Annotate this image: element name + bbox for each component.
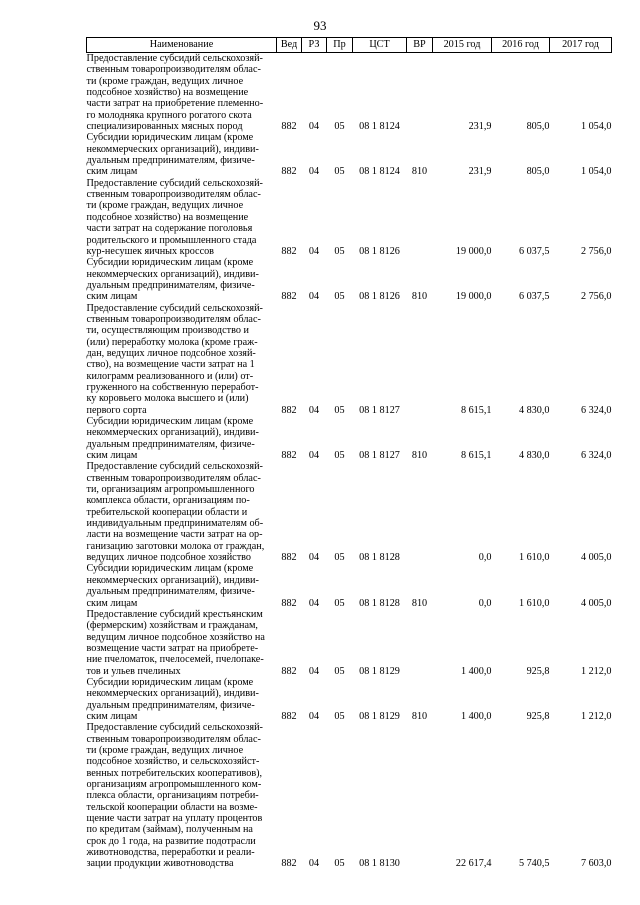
row-ved: 882 [281, 665, 297, 677]
row-name-line: Субсидии юридическим лицам (кроме [86, 676, 254, 688]
row-vr: 810 [411, 166, 428, 178]
row-2017: 6 324,0 [580, 450, 612, 462]
row-name [87, 609, 277, 677]
row-rz: 04 [308, 121, 320, 133]
row-cst: 08 1 8124 [359, 166, 400, 178]
row-2016: 4 830,0 [518, 404, 550, 416]
table-row [87, 303, 612, 416]
row-2016: 6 037,5 [518, 245, 550, 257]
row-pr: 05 [334, 665, 345, 677]
row-2016: 1 610,0 [518, 597, 550, 609]
row-pr: 05 [334, 858, 345, 870]
row-name [87, 178, 277, 257]
row-name-line: ние пчеломаток, пчелосемей, пчелопаке- [86, 654, 264, 666]
row-name-line: венных потребительских кооперативов), [86, 767, 263, 779]
row-name-line: специализированных мясных пород [86, 121, 243, 133]
page-number: 93 [313, 18, 327, 33]
row-name-line: ведущим личное подсобное хозяйство на [86, 631, 265, 643]
row-2017: 6 324,0 [580, 404, 612, 416]
table-row [87, 677, 612, 722]
row-ved: 882 [281, 245, 297, 257]
row-vr: 810 [411, 597, 428, 609]
table-row [87, 722, 612, 869]
row-name-line: дан, ведущих личное подсобное хозяй- [86, 347, 256, 359]
row-2016: 805,0 [526, 166, 550, 178]
row-name-line: срок до 1 года, на развитие подотрасли [86, 835, 256, 847]
row-name-line: некоммерческих организаций), индиви- [86, 574, 259, 586]
row-pr: 05 [334, 404, 345, 416]
row-name-line: ти (кроме граждан, ведущих личное [86, 200, 244, 212]
row-name-line: ласти на возмещение части затрат на ор- [86, 529, 263, 541]
row-name-line: ским лицам [86, 166, 138, 178]
table-row [87, 416, 612, 461]
row-name-line: ственным товаропроизводителям облас- [86, 189, 261, 201]
row-rz: 04 [308, 665, 320, 677]
table-body [87, 53, 612, 870]
row-2015: 19 000,0 [455, 245, 492, 257]
row-cst: 08 1 8128 [359, 597, 400, 609]
row-name [87, 132, 277, 177]
row-name-line: ственным товаропроизводителям облас- [86, 733, 261, 745]
row-name-line: ственным товаропроизводителям облас- [86, 472, 261, 484]
row-name-line: дуальным предпринимателям, физиче- [86, 155, 255, 167]
row-cst: 08 1 8129 [359, 710, 400, 722]
row-name-line: дуальным предпринимателям, физиче- [86, 279, 255, 291]
row-cst: 08 1 8127 [359, 404, 400, 416]
table-row [87, 609, 612, 677]
row-pr: 05 [334, 552, 345, 564]
row-cst: 08 1 8130 [359, 858, 400, 870]
row-rz: 04 [308, 552, 320, 564]
row-2017: 2 756,0 [580, 245, 612, 257]
row-name-line: тов и ульев пчелиных [86, 665, 181, 677]
row-cst: 08 1 8126 [359, 291, 400, 303]
row-2015: 22 617,4 [455, 858, 492, 870]
row-name-line: щение части затрат на уплату процентов [86, 813, 263, 825]
row-name-line: некоммерческих организаций), индиви- [86, 427, 259, 439]
row-ved: 882 [281, 710, 297, 722]
header-vr: ВР [407, 38, 433, 53]
row-vr [407, 609, 433, 677]
row-cst: 08 1 8127 [359, 450, 400, 462]
row-2016: 6 037,5 [518, 291, 550, 303]
row-2016: 5 740,5 [518, 858, 550, 870]
row-pr: 05 [334, 450, 345, 462]
row-name [87, 53, 277, 133]
row-name-line: плекса области, организациям потреби- [86, 790, 259, 802]
row-2017: 1 212,0 [580, 665, 612, 677]
row-name-line: индивидуальным предпринимателям об- [86, 518, 264, 530]
row-name-line: родительского и промышленного стада [86, 234, 257, 246]
row-name-line: Предоставление субсидий крестьянским [86, 608, 263, 620]
row-name-line: дуальным предпринимателям, физиче- [86, 699, 255, 711]
row-name-line: дуальным предпринимателям, физиче- [86, 438, 255, 450]
row-name-line: первого сорта [86, 404, 147, 416]
row-name-line: ство), на возмещение части затрат на 1 [86, 359, 255, 371]
row-ved: 882 [281, 166, 297, 178]
row-name-line: ку коровьего молока высшего и (или) [86, 393, 249, 405]
header-cst: ЦСТ [353, 38, 407, 53]
row-2015: 231,9 [468, 166, 492, 178]
table-row [87, 178, 612, 257]
row-name-line: го молодняка крупного рогатого скота [86, 109, 252, 121]
row-pr: 05 [334, 291, 345, 303]
row-vr [407, 53, 433, 133]
header-2015: 2015 год [433, 38, 492, 53]
header-name: Наименование [87, 38, 277, 53]
table-row [87, 257, 612, 302]
row-pr: 05 [334, 121, 345, 133]
row-name [87, 303, 277, 416]
header-rz: РЗ [302, 38, 327, 53]
row-name-line: Предоставление субсидий сельскохозяй- [86, 722, 263, 734]
row-name-line: тельской кооперации области на возме- [86, 801, 258, 813]
row-pr: 05 [334, 710, 345, 722]
header-2017: 2017 год [550, 38, 612, 53]
header-row [87, 38, 612, 53]
row-name-line: комплекса области, организациям по- [86, 495, 250, 507]
row-name-line: зации продукции животноводства [86, 858, 234, 870]
row-name [87, 563, 277, 608]
row-2015: 1 400,0 [460, 665, 492, 677]
row-ved: 882 [281, 121, 297, 133]
budget-table [86, 37, 612, 870]
row-2016: 4 830,0 [518, 450, 550, 462]
row-ved: 882 [281, 597, 297, 609]
row-2017: 4 005,0 [580, 597, 612, 609]
row-2016: 805,0 [526, 121, 550, 133]
row-2017: 1 054,0 [580, 166, 612, 178]
row-name [87, 461, 277, 563]
table-row [87, 53, 612, 133]
row-name-line: возмещение части затрат на приобрете- [86, 642, 259, 654]
row-name [87, 257, 277, 302]
row-name-line: дуальным предпринимателям, физиче- [86, 586, 255, 598]
row-2015: 0,0 [478, 552, 492, 564]
row-name-line: ским лицам [86, 710, 138, 722]
header-ved: Вед [277, 38, 302, 53]
row-name-line: ственным товаропроизводителям облас- [86, 313, 261, 325]
row-2017: 7 603,0 [580, 858, 612, 870]
row-name-line: по кредитам (займам), полученным на [86, 824, 253, 836]
row-ved: 882 [281, 404, 297, 416]
row-rz: 04 [308, 291, 320, 303]
row-name-line: ти (кроме граждан, ведущих личное [86, 75, 244, 87]
row-name-line: килограмм реализованного и (или) от- [86, 370, 254, 382]
row-rz: 04 [308, 597, 320, 609]
row-name-line: части затрат на приобретение племенно- [86, 98, 264, 110]
row-cst: 08 1 8126 [359, 245, 400, 257]
row-name-line: ти, организациям агропромышленного [86, 484, 255, 496]
row-2016: 925,8 [526, 665, 550, 677]
row-cst: 08 1 8129 [359, 665, 400, 677]
row-2015: 0,0 [478, 597, 492, 609]
row-name-line: Субсидии юридическим лицам (кроме [86, 563, 254, 575]
table-row [87, 461, 612, 563]
row-name-line: Субсидии юридическим лицам (кроме [86, 257, 254, 269]
header-2016: 2016 год [492, 38, 550, 53]
row-name-line: Субсидии юридическим лицам (кроме [86, 132, 254, 144]
row-vr: 810 [411, 710, 428, 722]
row-2015: 8 615,1 [460, 450, 492, 462]
table-row [87, 563, 612, 608]
row-name-line: ским лицам [86, 450, 138, 462]
row-name [87, 416, 277, 461]
row-name-line: Предоставление субсидий сельскохозяй- [86, 302, 263, 314]
row-rz: 04 [308, 166, 320, 178]
row-pr: 05 [334, 245, 345, 257]
row-name-line: животноводства, переработки и реали- [86, 847, 255, 859]
row-name-line: ственным товаропроизводителям облас- [86, 64, 261, 76]
row-vr [407, 303, 433, 416]
table-row [87, 132, 612, 177]
row-2016: 925,8 [526, 710, 550, 722]
row-name-line: некоммерческих организаций), индиви- [86, 268, 259, 280]
row-name [87, 677, 277, 722]
row-name-line: ганизацию заготовки молока от граждан, [86, 540, 265, 552]
row-rz: 04 [308, 450, 320, 462]
row-2016: 1 610,0 [518, 552, 550, 564]
row-name-line: некоммерческих организаций), индиви- [86, 688, 259, 700]
row-cst: 08 1 8124 [359, 121, 400, 133]
row-2017: 1 212,0 [580, 710, 612, 722]
row-vr [407, 722, 433, 869]
row-name-line: Субсидии юридическим лицам (кроме [86, 416, 254, 427]
row-name-line: ти (кроме граждан, ведущих личное [86, 744, 244, 756]
row-name-line: кур-несушек яичных кроссов [86, 245, 214, 257]
row-2017: 2 756,0 [580, 291, 612, 303]
row-name-line: ским лицам [86, 597, 138, 609]
row-cst: 08 1 8128 [359, 552, 400, 564]
row-name-line: ским лицам [86, 291, 138, 303]
row-name-line: ведущих личное подсобное хозяйство [86, 552, 251, 564]
row-ved: 882 [281, 858, 297, 870]
row-2017: 4 005,0 [580, 552, 612, 564]
row-name-line: Предоставление субсидий сельскохозяй- [86, 461, 263, 473]
row-name [87, 722, 277, 869]
row-name-line: подсобное хозяйство, и сельскохозяйст- [86, 756, 260, 768]
row-vr [407, 461, 433, 563]
row-name-line: подсобное хозяйство) на возмещение [86, 87, 249, 99]
row-vr: 810 [411, 291, 428, 303]
row-rz: 04 [308, 404, 320, 416]
row-name-line: требительской кооперации области и [86, 506, 248, 518]
row-pr: 05 [334, 597, 345, 609]
row-2015: 231,9 [468, 121, 492, 133]
row-2015: 19 000,0 [455, 291, 492, 303]
row-rz: 04 [308, 710, 320, 722]
row-name-line: части затрат на содержание поголовья [86, 223, 253, 235]
row-name-line: груженного на собственную переработ- [86, 381, 259, 393]
row-2017: 1 054,0 [580, 121, 612, 133]
row-name-line: Предоставление субсидий сельскохозяй- [86, 53, 263, 64]
row-pr: 05 [334, 166, 345, 178]
row-name-line: (фермерским) хозяйствам и гражданам, [86, 620, 258, 632]
row-vr: 810 [411, 450, 428, 462]
row-ved: 882 [281, 291, 297, 303]
row-name-line: организациям агропромышленного ком- [86, 779, 262, 790]
row-rz: 04 [308, 245, 320, 257]
header-pr: Пр [327, 38, 353, 53]
row-2015: 8 615,1 [460, 404, 492, 416]
row-ved: 882 [281, 552, 297, 564]
row-name-line: подсобное хозяйство) на возмещение [86, 211, 249, 223]
row-vr [407, 178, 433, 257]
row-2015: 1 400,0 [460, 710, 492, 722]
row-name-line: некоммерческих организаций), индиви- [86, 143, 259, 155]
row-name-line: Предоставление субсидий сельскохозяй- [86, 177, 263, 189]
row-rz: 04 [308, 858, 320, 870]
row-name-line: (или) переработку молока (кроме граж- [86, 336, 258, 348]
row-ved: 882 [281, 450, 297, 462]
row-name-line: ти, осуществляющим производство и [86, 325, 249, 337]
